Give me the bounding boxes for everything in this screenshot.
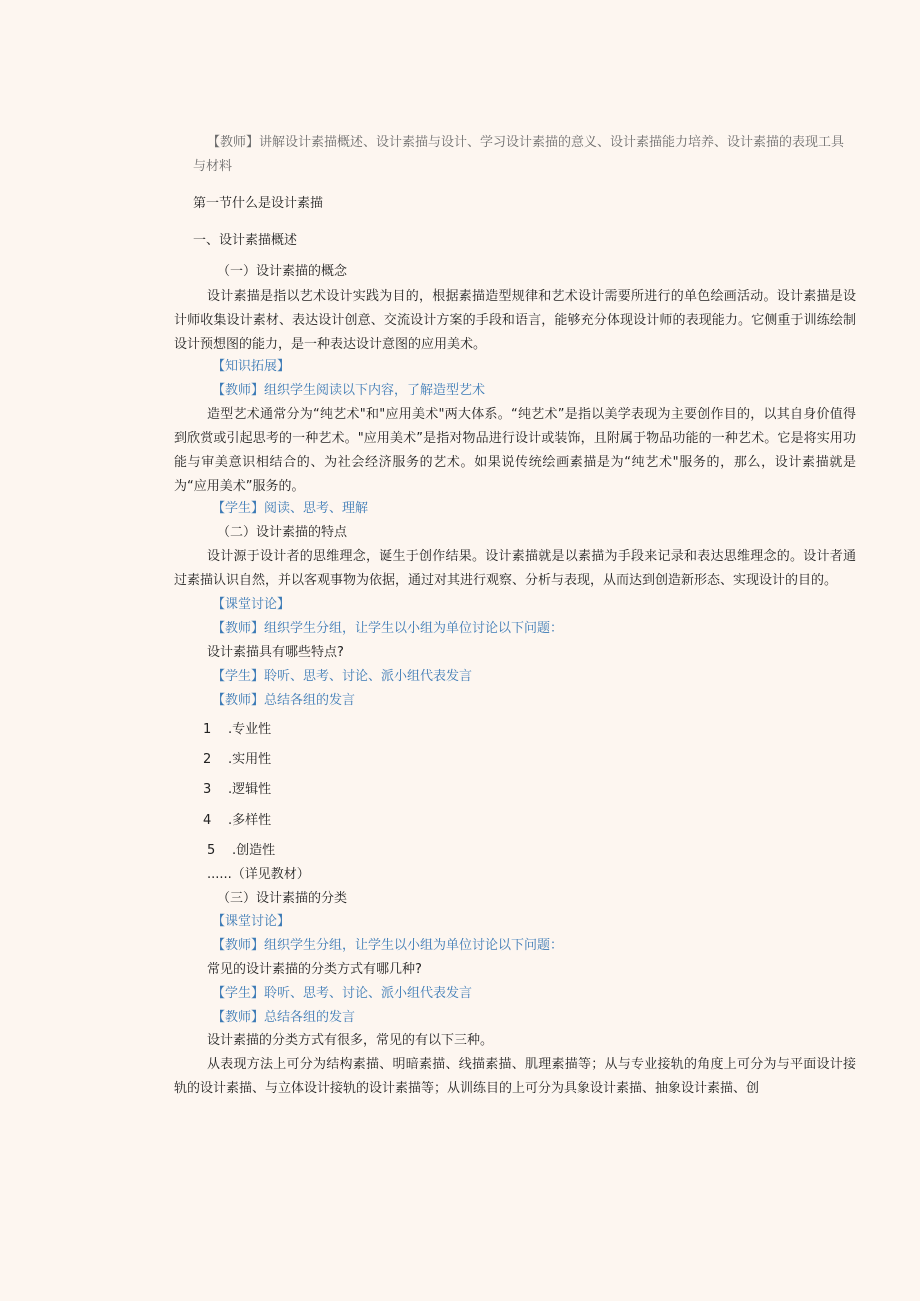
student-note: 【学生】阅读、思考、理解 (212, 501, 369, 516)
list-item-text: .逻辑性 (228, 782, 272, 797)
teacher-note: 【教师】组织学生分组，让学生以小组为单位讨论以下问题： (212, 938, 564, 953)
teacher-note: 【教师】组织学生阅读以下内容，了解造型艺术 (212, 383, 486, 398)
intro-teacher-line-cont: 与材料 (193, 159, 233, 174)
part-1-heading: （一）设计素描的概念 (217, 264, 348, 279)
student-note: 【学生】聆听、思考、讨论、派小组代表发言 (212, 669, 473, 684)
part-2-paragraph: 设计源于设计者的思维理念，诞生于创作结果。设计素描就是以素描为手段来记录和表达思维理念的。设计者通过素描认识自然，并以客观事物为依据，通过对其进行观察、分析与表现，从而达到创造新形态、实现设计的目的。 (174, 549, 856, 588)
list-item-text: .创造性 (232, 843, 276, 858)
discussion-tag: 【课堂讨论】 (212, 914, 291, 929)
teacher-summary: 【教师】总结各组的发言 (212, 1010, 356, 1025)
list-item-number: 3 (203, 782, 212, 797)
see-textbook-note: ......（详见教材） (207, 867, 310, 882)
part-3-paragraph: 从表现方法上可分为结构素描、明暗素描、线描素描、肌理素描等；从与专业接轨的角度上可分为与平面设计接轨的设计素描、与立体设计接轨的设计素描等；从训练目的上可分为具象设计素描、抽象设计素描、创 (174, 1057, 856, 1096)
list-item-number: 1 (203, 722, 212, 737)
section-title: 第一节什么是设计素描 (193, 196, 324, 211)
discussion-tag: 【课堂讨论】 (212, 597, 291, 612)
classification-intro: 设计素描的分类方式有很多，常见的有以下三种。 (207, 1033, 494, 1048)
knowledge-extension-tag: 【知识拓展】 (212, 359, 291, 374)
intro-teacher-line: 【教师】讲解设计素描概述、设计素描与设计、学习设计素描的意义、设计素描能力培养、设计素描的表现工具 (207, 135, 845, 150)
discussion-question: 常见的设计素描的分类方式有哪几种? (207, 962, 422, 977)
list-item (203, 748, 271, 772)
list-item (203, 718, 271, 742)
list-item-number: 2 (203, 752, 212, 767)
list-item-text: .多样性 (228, 813, 272, 828)
list-item-text: .专业性 (228, 722, 272, 737)
subsection-heading: 一、设计素描概述 (193, 233, 298, 248)
list-item (203, 809, 271, 833)
student-note: 【学生】聆听、思考、讨论、派小组代表发言 (212, 986, 473, 1001)
discussion-question: 设计素描具有哪些特点? (207, 645, 344, 660)
list-item-text: .实用性 (228, 752, 272, 767)
list-item-number: 5 (207, 843, 216, 858)
teacher-summary: 【教师】总结各组的发言 (212, 693, 356, 708)
part-2-heading: （二）设计素描的特点 (217, 525, 348, 540)
teacher-note: 【教师】组织学生分组，让学生以小组为单位讨论以下问题： (212, 621, 564, 636)
part-1-paragraph-2: 造型艺术通常分为“纯艺术"和"应用美术"两大体系。“纯艺术”是指以美学表现为主要创作目的，以其自身价值得到欣赏或引起思考的一种艺术。"应用美术”是指对物品进行设计或装饰，且附属于物品功能的一种艺术。它是将实用功能与审美意识相结合的、为社会经济服务的艺术。如果说传统绘画素描是为“纯艺术"服务的，那么，设计素描就是为“应用美术”服务的。 (174, 407, 856, 494)
part-3-heading: （三）设计素描的分类 (217, 891, 348, 906)
list-item (203, 778, 271, 802)
list-item (207, 839, 275, 863)
part-1-paragraph: 设计素描是指以艺术设计实践为目的，根据素描造型规律和艺术设计需要所进行的单色绘画活动。设计素描是设计师收集设计素材、表达设计创意、交流设计方案的手段和语言，能够充分体现设计师的表现能力。它侧重于训练绘制设计预想图的能力，是一种表达设计意图的应用美术。 (174, 289, 856, 352)
list-item-number: 4 (203, 813, 212, 828)
